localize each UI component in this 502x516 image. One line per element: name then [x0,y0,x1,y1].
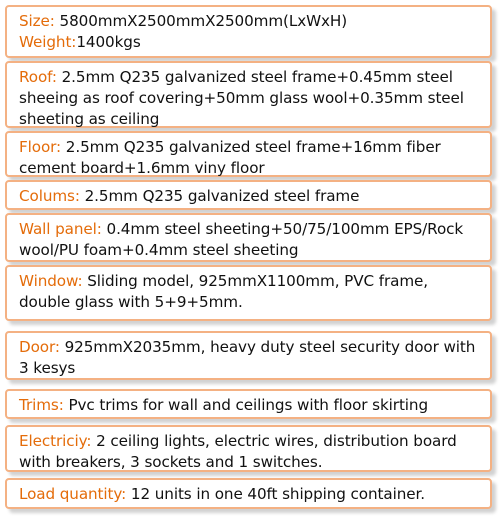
spec-value-trims: Pvc trims for wall and ceilings with floor skirting [63,396,428,414]
spec-label-window: Window: [19,272,83,290]
spec-label-wall-panel: Wall panel: [19,220,102,238]
spec-label-roof: Roof: [19,68,57,86]
spec-box-load-quantity [5,478,492,509]
spec-value-size: 5800mmX2500mmX2500mm(LxWxH) [54,12,348,30]
spec-label-load-quantity: Load quantity: [19,485,127,503]
spec-value-wall-2: wool/PU foam+0.4mm steel sheeting [19,241,299,259]
spec-box-colums [5,180,492,210]
spec-line-colums [19,186,483,207]
spec-label-size: Size: [19,12,55,30]
spec-value-floor-2: cement board+1.6mm viny floor [19,159,265,177]
spec-label-floor: Floor: [19,138,62,156]
spec-line-door-1 [19,337,483,358]
spec-line-roof-1 [19,67,483,88]
spec-line-wall-1 [19,219,483,240]
spec-line-floor-1 [19,137,483,158]
spec-box-wall-panel [5,213,492,262]
spec-line-elec-1 [19,431,483,452]
spec-value-door-2: 3 kesys [19,359,76,377]
spec-box-roof [5,61,492,128]
spec-label-trims: Trims: [19,396,64,414]
spec-line-window-1 [19,271,483,292]
spec-label-colums: Colums: [19,187,80,205]
spec-value-load-quantity: 12 units in one 40ft shipping container. [126,485,425,503]
spec-label-door: Door: [19,338,60,356]
spec-line-trims [19,395,483,416]
spec-value-floor-1: 2.5mm Q235 galvanized steel frame+16mm fiber [61,138,441,156]
spec-label-weight: Weight: [19,33,77,51]
spec-value-weight: 1400kgs [76,33,141,51]
spec-line-weight [19,32,483,53]
spec-value-window-1: Sliding model, 925mmX1100mm, PVC frame, [82,272,428,290]
spec-value-elec-1: 2 ceiling lights, electric wires, distribution board [91,432,457,450]
spec-value-roof-1: 2.5mm Q235 galvanized steel frame+0.45mm steel [56,68,453,86]
spec-value-door-1: 925mmX2035mm, heavy duty steel security door with [59,338,476,356]
spec-value-window-2: double glass with 5+9+5mm. [19,293,243,311]
spec-label-electricity: Electriciy: [19,432,92,450]
spec-value-wall-1: 0.4mm steel sheeting+50/75/100mm EPS/Rock [101,220,464,238]
spec-box-electricity [5,425,492,472]
spec-line-load [19,484,483,505]
spec-box-window [5,265,492,321]
spec-value-roof-2: sheeing as roof covering+50mm glass wool+0.35mm steel [19,89,464,107]
spec-box-size-weight [5,5,492,58]
spec-value-elec-2: with breakers, 3 sockets and 1 switches. [19,453,323,471]
spec-box-door [5,331,492,380]
spec-value-colums: 2.5mm Q235 galvanized steel frame [79,187,360,205]
spec-box-trims [5,389,492,419]
spec-line-size [19,11,483,32]
spec-box-floor [5,131,492,177]
spec-value-roof-3: sheeting as ceiling [19,110,160,128]
